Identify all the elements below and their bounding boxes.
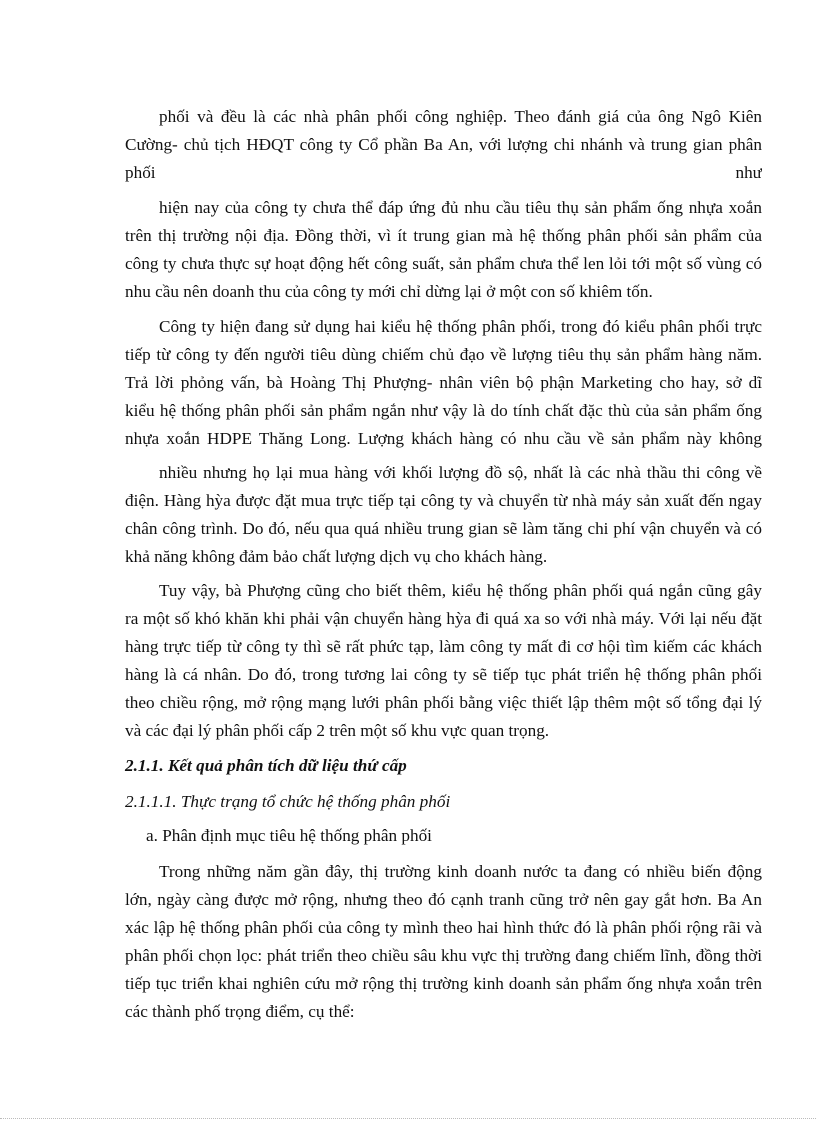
text-line: nhựa xoắn HDPE Thăng Long. Lượng khách hàng có nhu cầu về sản phẩm này không xyxy=(125,429,762,448)
text-line: xác lập hệ thống phân phối của công ty mình theo hai hình thức đó là phân phối rộng rãi và xyxy=(125,918,762,937)
text-line: công ty chưa thực sự hoạt động hết công suất, sản phẩm chưa thể len lỏi tới một số vùng có xyxy=(125,254,762,273)
text-line: và các đại lý phân phối cấp 2 trên một số khu vực quan trọng. xyxy=(125,721,550,740)
text-line: ra một số khó khăn khi phải vận chuyển hàng hỳa đi quá xa so với nhà máy. Với lại nếu đặt xyxy=(125,609,762,628)
text-line: tiếp từ công ty đến người tiêu dùng chiếm chủ đạo về lượng tiêu thụ sản phẩm hàng năm. xyxy=(125,345,762,364)
text-line: phối như xyxy=(125,163,762,182)
text-line: kiểu hệ thống phân phối sản phẩm ngắn như vậy là do tính chất đặc thù của sản phẩm ống xyxy=(125,401,762,420)
heading-section: 2.1.1. Kết quả phân tích dữ liệu thứ cấp xyxy=(125,756,407,775)
text-line: phối và đều là các nhà phân phối công nghiệp. Theo đánh giá của ông Ngô Kiên xyxy=(159,107,762,126)
text-line: tiếp tục triển khai nghiên cứu mở rộng thị trường kinh doanh sản phẩm ống nhựa xoắn trên xyxy=(125,974,762,993)
text-line: chân công trình. Do đó, nếu qua quá nhiều trung gian sẽ làm tăng chi phí vận chuyển và có xyxy=(125,519,762,538)
page-bottom-rule xyxy=(0,1118,816,1119)
text-line: trên thị trường nội địa. Đồng thời, vì ít trung gian mà hệ thống phân phối sản phẩm của xyxy=(125,226,762,245)
text-line: phân phối chọn lọc: phát triển theo chiều sâu khu vực thị trường đang chiếm lĩnh, đồng thời xyxy=(125,946,762,965)
text-line: Tuy vậy, bà Phượng cũng cho biết thêm, kiểu hệ thống phân phối quá ngắn cũng gây xyxy=(159,581,762,600)
text-line: điện. Hàng hỳa được đặt mua trực tiếp tại công ty và chuyển từ nhà máy sản xuất đến ngay xyxy=(125,491,762,510)
text-line: nhu cầu nên doanh thu của công ty mới chỉ dừng lại ở một con số khiêm tốn. xyxy=(125,282,653,301)
text-line: Trả lời phỏng vấn, bà Hoàng Thị Phượng- nhân viên bộ phận Marketing cho hay, sở dĩ xyxy=(125,373,762,392)
heading-subsection: 2.1.1.1. Thực trạng tổ chức hệ thống phân phối xyxy=(125,792,451,811)
text-line: Công ty hiện đang sử dụng hai kiểu hệ thống phân phối, trong đó kiểu phân phối trực xyxy=(159,317,762,336)
text-line: Trong những năm gần đây, thị trường kinh doanh nước ta đang có nhiều biến động xyxy=(159,862,762,881)
text-line: Cường- chủ tịch HĐQT công ty Cổ phần Ba An, với lượng chi nhánh và trung gian phân xyxy=(125,135,762,154)
text-line: hiện nay của công ty chưa thể đáp ứng đủ nhu cầu tiêu thụ sản phẩm ống nhựa xoắn xyxy=(159,198,762,217)
text-line: theo chiều rộng, mở rộng mạng lưới phân phối bằng việc thiết lập thêm một số tổng đại lý xyxy=(125,693,762,712)
text-line: các thành phố trọng điểm, cụ thể: xyxy=(125,1002,355,1021)
text-line: hàng trực tiếp từ công ty thì sẽ rất phức tạp, làm công ty mất đi cơ hội tìm kiếm các khách xyxy=(125,637,762,656)
text-line: hàng là cá nhân. Do đó, trong tương lai công ty sẽ tiếp tục phát triển hệ thống phân phối xyxy=(125,665,762,684)
text-line: nhiều nhưng họ lại mua hàng với khối lượng đồ sộ, nhất là các nhà thầu thi công về xyxy=(159,463,762,482)
heading-item: a. Phân định mục tiêu hệ thống phân phối xyxy=(146,826,432,845)
text-line: lớn, ngày càng được mở rộng, nhưng theo đó cạnh tranh cũng trở nên gay gắt hơn. Ba An xyxy=(125,890,762,909)
text-line: khả năng không đảm bảo chất lượng dịch vụ cho khách hàng. xyxy=(125,547,548,566)
